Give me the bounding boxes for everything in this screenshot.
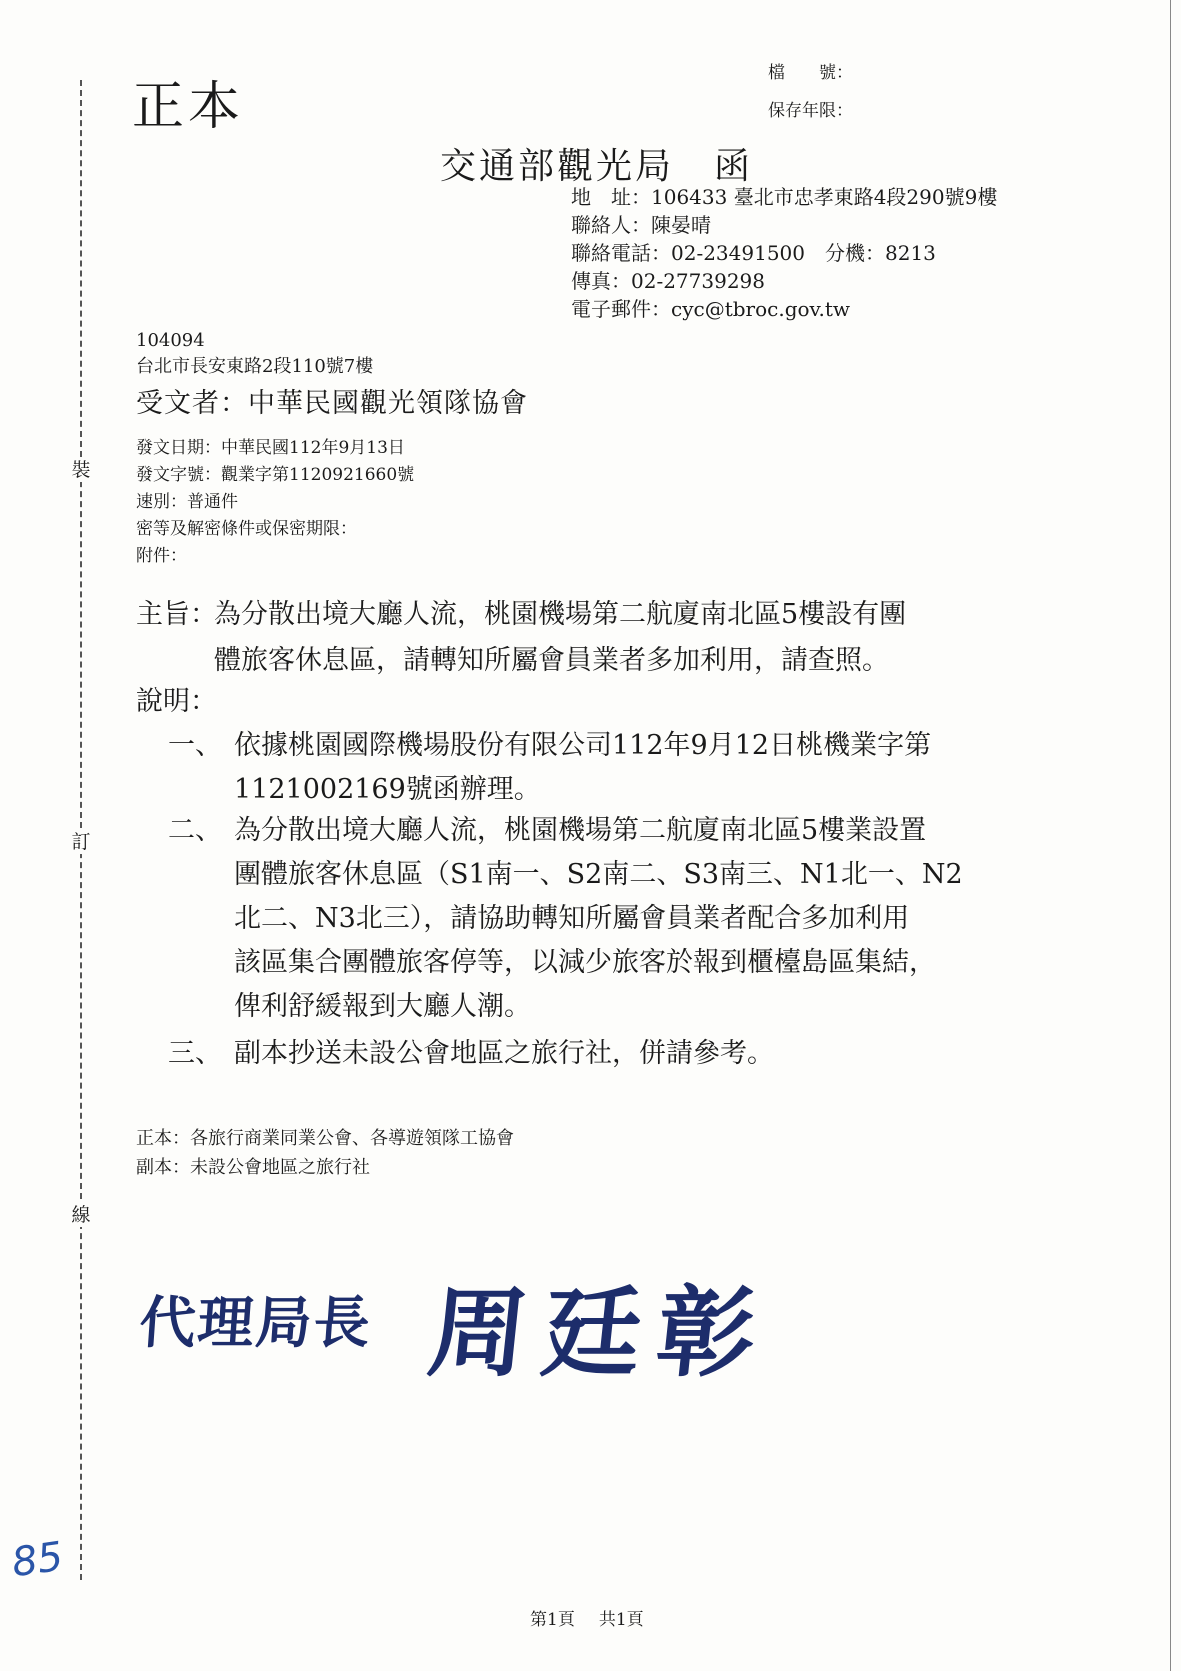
agency-name: 交通部觀光局 bbox=[440, 146, 675, 187]
retention-field: 保存年限： bbox=[768, 101, 853, 121]
sender-contact: 聯絡人：陳晏晴 bbox=[571, 213, 711, 237]
copy-mark: 正本 bbox=[132, 77, 245, 137]
page-current: 第1頁 bbox=[530, 1610, 575, 1630]
item-line: 1121002169號函辦理。 bbox=[234, 774, 541, 805]
issue-date: 發文日期：中華民國112年9月13日 bbox=[136, 438, 405, 458]
item-number: 二、 bbox=[168, 815, 222, 846]
speed-class: 速別：普通件 bbox=[136, 492, 238, 512]
document-title bbox=[440, 138, 753, 189]
page-edge bbox=[1170, 0, 1171, 1671]
item-text bbox=[234, 1032, 1054, 1076]
item-text bbox=[234, 809, 1054, 1029]
item-line: 俾利舒緩報到大廳人潮。 bbox=[234, 991, 531, 1022]
secrecy-field: 密等及解密條件或保密期限： bbox=[136, 519, 357, 539]
explanation-item bbox=[168, 809, 1068, 1034]
original-recipients: 正本：各旅行商業同業公會、各導遊領隊工協會 bbox=[136, 1128, 514, 1149]
page-number bbox=[530, 1605, 644, 1630]
document-type: 函 bbox=[714, 146, 754, 187]
item-line: 依據桃園國際機場股份有限公司112年9月12日桃機業字第 bbox=[234, 730, 932, 761]
binding-mark-xian: 線 bbox=[69, 1203, 93, 1227]
item-text bbox=[234, 724, 1054, 812]
signature-name: 周廷彰 bbox=[423, 1276, 778, 1391]
sender-phone: 聯絡電話：02-23491500 分機：8213 bbox=[571, 241, 936, 265]
addressee: 受文者：中華民國觀光領隊協會 bbox=[136, 388, 528, 419]
item-line: 副本抄送未設公會地區之旅行社，併請參考。 bbox=[234, 1038, 774, 1069]
item-line: 北二、N3北三），請協助轉知所屬會員業者配合多加利用 bbox=[234, 903, 910, 934]
page-total: 共1頁 bbox=[598, 1610, 644, 1630]
item-line: 該區集合團體旅客停等，以減少旅客於報到櫃檯島區集結， bbox=[234, 947, 936, 978]
subject-label: 主旨： bbox=[136, 599, 217, 630]
item-line: 團體旅客休息區（S1南一、S2南二、S3南三、N1北一、N2 bbox=[234, 859, 963, 890]
sender-fax: 傳真：02-27739298 bbox=[571, 269, 766, 293]
file-fields bbox=[768, 54, 853, 130]
sender-address: 地 址：106433 臺北市忠孝東路4段290號9樓 bbox=[571, 185, 998, 209]
document-meta bbox=[136, 435, 414, 570]
document-number: 發文字號：觀業字第1120921660號 bbox=[136, 465, 415, 485]
sender-email: 電子郵件：cyc@tbroc.gov.tw bbox=[571, 297, 850, 321]
subject-line: 為分散出境大廳人流，桃園機場第二航廈南北區5樓設有團 bbox=[214, 599, 907, 630]
explanation-item bbox=[168, 724, 1068, 814]
item-number: 一、 bbox=[168, 730, 222, 761]
subject-text bbox=[214, 592, 906, 684]
signature-title: 代理局長 bbox=[137, 1291, 374, 1356]
attachment-field: 附件： bbox=[136, 546, 187, 566]
item-line: 為分散出境大廳人流，桃園機場第二航廈南北區5樓業設置 bbox=[234, 815, 927, 846]
explanation-label: 說明： bbox=[136, 686, 217, 717]
handwritten-number: 85 bbox=[9, 1533, 66, 1587]
item-number: 三、 bbox=[168, 1038, 222, 1069]
binding-mark-ding: 訂 bbox=[69, 830, 93, 854]
copy-recipients: 副本：未設公會地區之旅行社 bbox=[136, 1157, 370, 1178]
recipient-postal-code: 104094 bbox=[136, 330, 205, 351]
distribution-list bbox=[136, 1124, 514, 1182]
recipient-address: 台北市長安東路2段110號7樓 bbox=[136, 356, 374, 377]
sender-info bbox=[571, 183, 997, 323]
file-number-field: 檔 號： bbox=[768, 63, 853, 83]
recipient-block bbox=[136, 328, 373, 380]
explanation-item bbox=[168, 1032, 1068, 1078]
binding-mark-zhuang: 裝 bbox=[69, 458, 93, 482]
subject-line: 體旅客休息區，請轉知所屬會員業者多加利用，請查照。 bbox=[214, 645, 889, 676]
signature-stamp bbox=[137, 1255, 840, 1415]
